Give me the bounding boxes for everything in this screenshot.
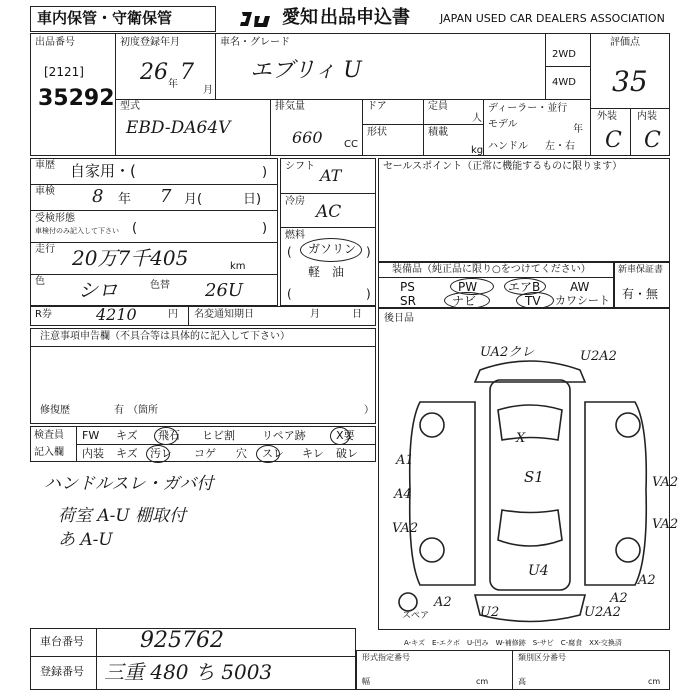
car-name-value: エブリィ U bbox=[250, 58, 362, 83]
equip-navi: ナビ bbox=[452, 294, 477, 308]
mark-va2-right-1: VA2 bbox=[652, 475, 679, 490]
note-line-1: ハンドルスレ・ガバ付 bbox=[44, 474, 214, 494]
check-needed: X要 bbox=[336, 429, 355, 442]
mark-a2-right: A2 bbox=[638, 573, 656, 588]
equip-sr: SR bbox=[400, 294, 416, 308]
warranty-opts: 有・無 bbox=[622, 287, 659, 301]
check-dirt: 汚レ bbox=[150, 447, 172, 460]
check-repair: リペア跡 bbox=[262, 429, 306, 442]
mark-u2a2-rear: U2A2 bbox=[584, 605, 621, 620]
fuel-circle bbox=[300, 238, 362, 262]
note-line-3: あ A-U bbox=[58, 530, 113, 550]
fuel-value: ガソリン bbox=[308, 242, 357, 256]
sales-point-frame bbox=[378, 158, 670, 262]
storage-label-box bbox=[30, 6, 216, 32]
exterior-label: 外装 bbox=[597, 111, 617, 122]
mark-front-left: UA2クレ bbox=[480, 345, 535, 360]
notes-label: 注意事項申告欄（不具合等は具体的に記入して下さい） bbox=[40, 331, 290, 342]
plate-label: 登録番号 bbox=[40, 665, 84, 678]
inspection-month-unit: 月( bbox=[184, 192, 203, 207]
storage-label: 車内保管・守衛保管 bbox=[37, 9, 173, 27]
mileage-label: 走行 bbox=[35, 244, 55, 255]
mark-u4: U4 bbox=[528, 563, 549, 579]
rub-circle bbox=[256, 445, 280, 463]
navi-circle bbox=[444, 292, 490, 309]
name-change-month: 月 bbox=[310, 309, 320, 320]
form-type-label: 形式指定番号 bbox=[362, 653, 410, 662]
sales-point-label: セールスポイント（正常に機能するものに限ります） bbox=[383, 161, 623, 172]
mark-va2-left: VA2 bbox=[392, 521, 419, 536]
check-stone: 飛石 bbox=[158, 429, 180, 442]
dealer-label: ディーラー・並行 bbox=[488, 103, 568, 114]
month-unit: 月 bbox=[203, 85, 213, 96]
handle-label: ハンドル bbox=[488, 141, 528, 152]
chassis-value: 925762 bbox=[140, 628, 224, 653]
capacity-unit: 人 bbox=[472, 113, 482, 124]
recv-note: 車検付のみ記入して下さい bbox=[35, 227, 119, 235]
check-fw: FW bbox=[82, 429, 100, 442]
mark-a1: A1 bbox=[396, 453, 414, 468]
capacity-label: 定員 bbox=[428, 101, 448, 112]
model-year-unit: 年 bbox=[573, 124, 583, 135]
mark-front-right: U2A2 bbox=[580, 349, 617, 364]
inspection-label: 車検 bbox=[35, 186, 55, 197]
equip-pw: PW bbox=[458, 280, 478, 294]
entry-label: 記入欄 bbox=[34, 447, 64, 458]
height-label: 高 bbox=[518, 677, 526, 686]
check-rub: スレ bbox=[262, 447, 284, 460]
color-label: 色 bbox=[35, 276, 45, 287]
grade-label: 評価点 bbox=[610, 37, 640, 48]
repair-label: 修復歴 bbox=[40, 405, 70, 416]
first-reg-label: 初度登録年月 bbox=[120, 37, 180, 48]
ac-label: 冷房 bbox=[285, 196, 305, 207]
first-reg-month: 7 bbox=[180, 60, 194, 85]
check-int-scratch: キズ bbox=[116, 447, 138, 460]
spare-label: スペア bbox=[402, 611, 430, 621]
r-ticket-label: R券 bbox=[35, 309, 52, 320]
equip-tv: TV bbox=[525, 294, 541, 308]
equipment-label: 装備品（純正品に限り○をつけてください） bbox=[392, 264, 591, 275]
name-change-day: 日 bbox=[352, 309, 362, 320]
fuel-open: ( bbox=[287, 245, 292, 259]
color-value: シロ bbox=[78, 278, 118, 302]
note-line-2: 荷室 A-U 棚取付 bbox=[58, 506, 187, 526]
lot-sub-number: [2121] bbox=[44, 65, 84, 79]
recv-close: ) bbox=[262, 221, 268, 236]
mileage-value: 20万7千405 bbox=[72, 246, 189, 270]
lot-number: 35292 bbox=[38, 86, 115, 111]
four-wd: 4WD bbox=[552, 77, 576, 88]
association-name: JAPAN USED CAR DEALERS ASSOCIATION bbox=[440, 12, 665, 25]
org-name: 愛知 bbox=[282, 7, 318, 28]
stone-circle bbox=[154, 427, 178, 445]
equip-aw: AW bbox=[570, 280, 590, 294]
notes-frame bbox=[30, 328, 376, 424]
mark-u2-rear: U2 bbox=[480, 605, 500, 620]
fuel-close: ) bbox=[366, 245, 371, 259]
door-label: ドア bbox=[367, 101, 387, 112]
width-unit: cm bbox=[476, 677, 489, 686]
history-close: ) bbox=[262, 165, 268, 180]
history-label: 車歴 bbox=[35, 160, 55, 171]
repair-close: ） bbox=[364, 405, 374, 416]
load-label: 積載 bbox=[428, 127, 448, 138]
inspection-day-unit: 日) bbox=[243, 192, 262, 207]
check-hole: 穴 bbox=[236, 447, 247, 460]
exterior-grade: C bbox=[605, 128, 622, 153]
mark-roof-x: X bbox=[516, 431, 526, 446]
fuel-open-2: ( bbox=[287, 287, 292, 301]
color-code: 26U bbox=[205, 280, 244, 301]
tv-circle bbox=[516, 292, 554, 309]
displacement-value: 660 bbox=[292, 128, 323, 147]
model-value: EBD-DA64V bbox=[126, 118, 231, 138]
model-year-label: モデル bbox=[488, 119, 518, 130]
inspector-label: 検査員 bbox=[34, 430, 64, 441]
class-label: 類別区分番号 bbox=[518, 653, 566, 662]
needed-circle bbox=[330, 427, 350, 445]
two-wd: 2WD bbox=[552, 49, 576, 60]
shift-value: AT bbox=[320, 166, 342, 185]
r-ticket-value: 4210 bbox=[96, 305, 137, 324]
damage-legend: A-キズ E-エクボ U-凹み W-補修跡 S-サビ C-腐食 XX-交換済 bbox=[404, 639, 622, 647]
equip-seat: カワシート bbox=[555, 294, 610, 307]
equip-ps: PS bbox=[400, 280, 415, 294]
dirt-circle bbox=[146, 445, 170, 463]
r-ticket-unit: 円 bbox=[168, 309, 178, 320]
ju-logo bbox=[238, 8, 280, 30]
mark-a2-rear: A2 bbox=[610, 591, 628, 606]
fuel-label: 燃料 bbox=[285, 230, 305, 241]
equip-airbag: エアB bbox=[508, 280, 541, 294]
color-change-label: 色替 bbox=[150, 280, 170, 291]
interior-label: 内装 bbox=[637, 111, 657, 122]
chassis-label: 車台番号 bbox=[40, 635, 84, 648]
width-label: 幅 bbox=[362, 677, 370, 686]
history-value: 自家用・( bbox=[70, 162, 136, 180]
cc-unit: CC bbox=[344, 139, 358, 150]
mark-a2-left: A2 bbox=[434, 595, 452, 610]
load-unit: kg bbox=[471, 145, 484, 156]
repair-open: （箇所 bbox=[128, 405, 158, 416]
plate-value: 三重 480 ち 5003 bbox=[104, 660, 273, 684]
inspection-year-unit: 年 bbox=[118, 192, 132, 207]
name-change-label: 名変通知期日 bbox=[194, 309, 254, 320]
inspection-month: 7 bbox=[160, 186, 172, 207]
check-cut: キレ bbox=[302, 447, 324, 460]
check-crack: ヒビ割 bbox=[202, 429, 235, 442]
ac-value: AC bbox=[316, 202, 342, 222]
mileage-unit: km bbox=[230, 261, 246, 272]
lot-label: 出品番号 bbox=[35, 37, 75, 48]
grade-value: 35 bbox=[612, 65, 648, 98]
form-title: 出品申込書 bbox=[320, 7, 410, 28]
warranty-label: 新車保証書 bbox=[618, 265, 664, 275]
fuel-diesel: 軽 油 bbox=[308, 265, 345, 279]
fuel-close-2: ) bbox=[366, 287, 371, 301]
check-interior: 内装 bbox=[82, 447, 104, 460]
inspection-year: 8 bbox=[92, 186, 104, 207]
check-tear: 破レ bbox=[336, 447, 358, 460]
height-unit: cm bbox=[648, 677, 661, 686]
mark-s1: S1 bbox=[524, 468, 544, 486]
shift-label: シフト bbox=[285, 161, 315, 172]
rear-window-label: 後日品 bbox=[384, 313, 414, 324]
interior-grade: C bbox=[644, 128, 661, 153]
car-name-label: 車名・グレード bbox=[220, 37, 290, 48]
model-label: 型式 bbox=[120, 101, 140, 112]
displacement-label: 排気量 bbox=[275, 101, 305, 112]
mark-va2-right-2: VA2 bbox=[652, 517, 679, 532]
shape-label: 形状 bbox=[367, 127, 387, 138]
recv-label: 受検形態 bbox=[35, 213, 75, 224]
recv-open: ( bbox=[132, 221, 138, 236]
check-burn: コゲ bbox=[194, 447, 216, 460]
mark-a4: A4 bbox=[394, 487, 412, 502]
handle-opts: 左・右 bbox=[545, 141, 575, 152]
first-reg-year: 26 bbox=[140, 60, 168, 85]
check-scratch: キズ bbox=[116, 429, 138, 442]
year-unit: 年 bbox=[168, 79, 178, 90]
repair-yes: 有 bbox=[114, 405, 124, 416]
